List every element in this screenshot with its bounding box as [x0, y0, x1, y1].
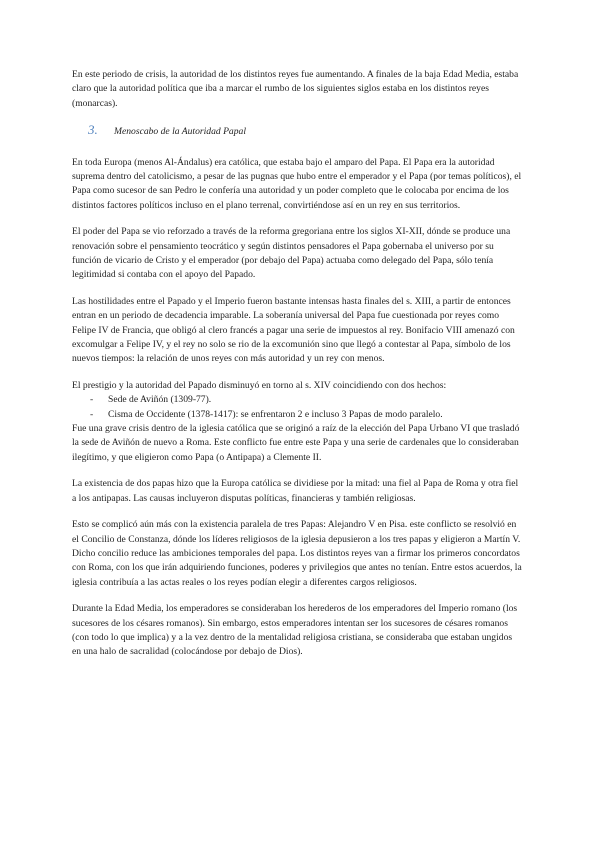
paragraph-schism: Fue una grave crisis dentro de la iglesia católica que se originó a raíz de la elección del Papa Urbano VI que trasladó la sede de Aviñón de nuevo a Roma. Este conflicto fue entre este Papa y una serie de cardenales que lo consideraban ilegítimo, y que eligieron como Papa (o Antipapa) a Clemente II.	[72, 422, 520, 463]
paragraph-gregorian-reform: El poder del Papa se vio reforzado a través de la reforma gregoriana entre los siglos XI-XII, dónde se produce una renovación sobre el pensamiento teocrático y según distintos pensadores el Papa gobernaba el universo por su función de vicario de Cristo y el emperador (por debajo del Papa) actuaba como delegado del Papa, sólo tenía legitimidad si contaba con el apoyo del Papado.	[72, 226, 511, 281]
paragraph-papal-authority: En toda Europa (menos Al-Ándalus) era católica, que estaba bajo el amparo del Papa. El Papa era la autoridad suprema dentro del catolicismo, a pesar de las pugnas que hubo entre el emperador y el Papa (por temas políticos), el Papa como sucesor de san Pedro le confería una autoridad y un poder completo que le colocaba por encima de los distintos factores políticos incluso en el plano terrenal, convirtiéndose así en un rey en sus territorios.	[72, 156, 522, 211]
list-item	[72, 408, 522, 422]
section-heading	[88, 123, 522, 139]
section-title: Menoscabo de la Autoridad Papal	[114, 126, 246, 138]
document-page	[72, 68, 522, 672]
list-item-text: Cisma de Occidente (1378-1417): se enfrentaron 2 e incluso 3 Papas de modo paralelo.	[108, 408, 443, 420]
section-number: 3.	[88, 122, 98, 138]
list-dash: -	[90, 394, 94, 406]
list-item-text: Sede de Aviñón (1309-77).	[108, 394, 212, 406]
paragraph-emperors: Durante la Edad Media, los emperadores se consideraban los herederos de los emperadores del Imperio romano (los sucesores de los césares romanos). Sin embargo, estos emperadores intentan ser los sucesores de césares romanos (con todo lo que implica) y a la vez dentro de la mentalidad religiosa cristiana, se consideraba que estaban ungidos en una halo de sacralidad (colocándose por debajo de Dios).	[72, 603, 518, 658]
paragraph-three-popes: Esto se complicó aún más con la existencia paralela de tres Papas: Alejandro V en Pisa. este conflicto se resolvió en el Concilio de Constanza, dónde los líderes religiosos de la iglesia depusieron a los tres papas y eligieron a Martín V. Dicho concilio reduce las ambiciones temporales del papa. Los distintos reyes van a firmar los primeros concordatos con Roma, con los que irán adquiriendo funciones, poderes y privilegios que antes no tenían. Entre estos acuerdos, la iglesia contribuía a las actas reales o los reyes podían elegir a diferentes cargos religiosos.	[72, 519, 522, 588]
list-dash: -	[90, 408, 94, 420]
events-list	[72, 393, 522, 422]
paragraph-prestige-intro: El prestigio y la autoridad del Papado disminuyó en torno al s. XIV coincidiendo con dos hechos:	[72, 380, 447, 392]
paragraph-hostilities: Las hostilidades entre el Papado y el Imperio fueron bastante intensas hasta finales del s. XIII, a partir de entonces entran en un periodo de decadencia imparable. La soberanía universal del Papa fue cuestionada por reyes como Felipe IV de Francia, que obligó al clero francés a pagar una serie de impuestos al rey. Bonifacio VIII amenazó con excomulgar a Felipe IV, y el rey no solo se rio de la excomunión sino que llegó a contestar al Papa, símbolo de los nuevos tiempos: la relación de unos reyes con más autoridad y un rey con menos.	[72, 296, 515, 365]
list-item	[72, 393, 522, 407]
paragraph-two-popes: La existencia de dos papas hizo que la Europa católica se dividiese por la mitad: una fiel al Papa de Roma y otra fiel a los antipapas. Las causas incluyeron disputas políticas, financieras y también religiosas.	[72, 478, 519, 504]
paragraph-crisis-kings: En este periodo de crisis, la autoridad de los distintos reyes fue aumentando. A finales de la baja Edad Media, estaba claro que la autoridad política que iba a marcar el rumbo de los siguientes siglos estaba en los distintos reyes (monarcas).	[72, 69, 519, 109]
